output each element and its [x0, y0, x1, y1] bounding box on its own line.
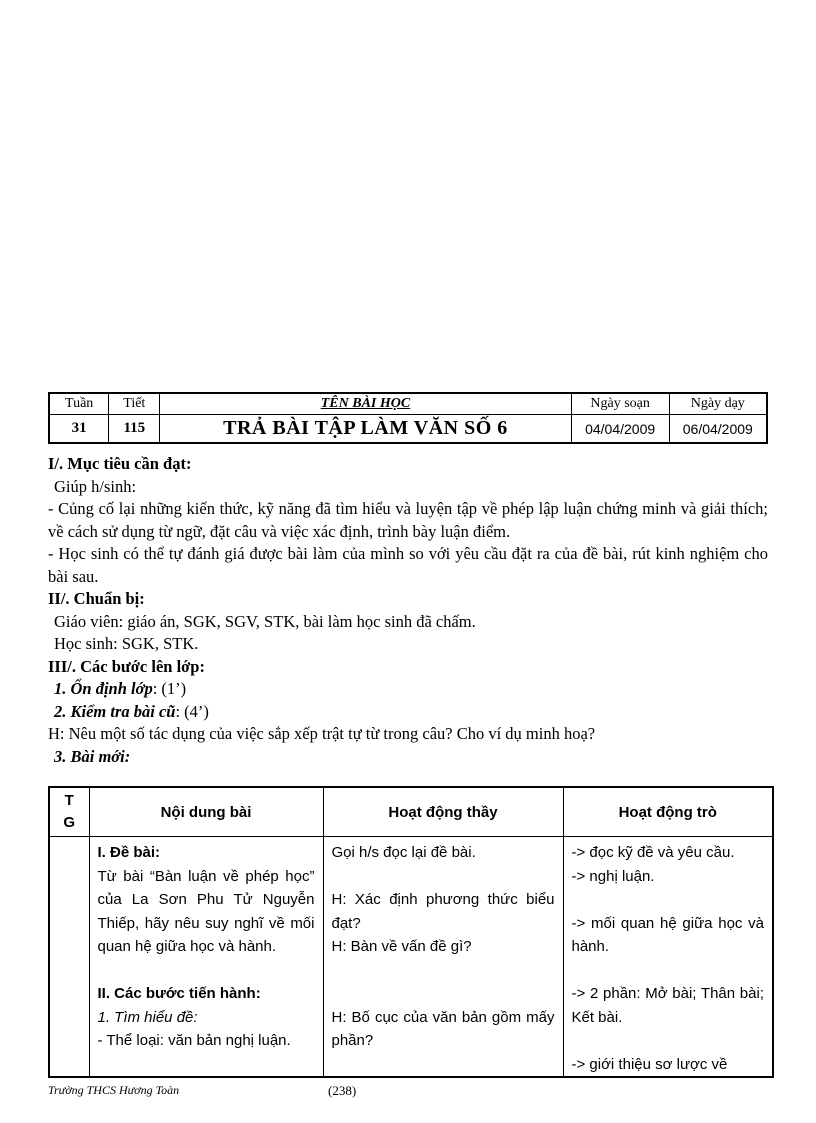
step-1-label: 1. Ổn định lớp: [54, 679, 153, 698]
tg-cell: [49, 837, 89, 1078]
footer-school: Trường THCS Hương Toàn: [48, 1083, 180, 1097]
lesson-title: TRẢ BÀI TẬP LÀM VĂN SỐ 6: [160, 415, 571, 444]
prepared-date-label: Ngày soạn: [571, 393, 669, 415]
taught-date: 06/04/2009: [669, 415, 767, 444]
teacher-cell: [323, 837, 563, 1078]
objectives-intro: Giúp h/sinh:: [54, 476, 137, 496]
student-activity-4: -> 2 phần: Mở bài; Thân bài; Kết bài.: [571, 985, 764, 1026]
step-2-time: : (4’): [175, 701, 209, 721]
objective-1: - Củng cố lại những kiến thức, kỹ năng đã tìm hiểu và luyện tập về phép lập luận chứng minh và giải thích; về cách sử dụng từ ngữ, đặt câu và việc xác định, trình bày luận điểm.: [48, 499, 768, 541]
content-topic: Từ bài “Bàn luận về phép học” của La Sơn Phu Tử Nguyễn Thiếp, hãy nêu suy nghĩ về mối quan hệ giữa học và hành.: [97, 867, 315, 955]
week-value: 31: [49, 415, 109, 444]
content-heading-1: I. Đề bài:: [97, 844, 161, 861]
step-2: [48, 701, 768, 724]
teacher-activity-1: Gọi h/s đọc lại đề bài.: [331, 844, 476, 861]
col-tg-2: G: [63, 814, 76, 831]
step-3: 3. Bài mới:: [54, 746, 131, 766]
taught-date-label: Ngày dạy: [669, 393, 767, 415]
content-genre: - Thể loại: văn bản nghị luận.: [97, 1032, 291, 1049]
period-value: 115: [109, 415, 160, 444]
preparation-student: Học sinh: SGK, STK.: [54, 634, 199, 653]
step-2-label: 2. Kiểm tra bài cũ: [54, 701, 176, 721]
lesson-body: [48, 453, 768, 768]
review-question: H: Nêu một số tác dụng của việc sắp xếp trật tự từ trong câu? Cho ví dụ minh hoạ?: [48, 724, 596, 743]
lesson-activity-table: [48, 786, 774, 1078]
col-tg: [49, 787, 89, 837]
step-1: [48, 678, 768, 701]
student-activity-1: -> đọc kỹ đề và yêu cầu.: [571, 844, 735, 861]
section-preparation-title: II/. Chuẩn bị:: [48, 589, 145, 608]
student-cell: [563, 837, 773, 1078]
lesson-header-table: [48, 392, 768, 444]
objective-2: - Học sinh có thể tự đánh giá được bài làm của mình so với yêu cầu đặt ra của đề bài, rút kinh nghiệm cho bài sau.: [48, 544, 768, 586]
teacher-activity-2: H: Xác định phương thức biểu đạt?: [331, 891, 555, 932]
prepared-date: 04/04/2009: [571, 415, 669, 444]
week-label: Tuần: [49, 393, 109, 415]
student-activity-3: -> mối quan hệ giữa học và hành.: [571, 914, 764, 955]
student-activity-5: -> giới thiệu sơ lược về: [571, 1055, 728, 1073]
lesson-title-label: TÊN BÀI HỌC: [160, 393, 571, 415]
preparation-teacher: Giáo viên: giáo án, SGK, SGV, STK, bài làm học sinh đã chấm.: [54, 611, 476, 631]
col-tg-1: T: [64, 792, 74, 809]
teacher-activity-3: H: Bàn về vấn đề gì?: [331, 938, 472, 955]
step-1-time: : (1’): [152, 679, 187, 698]
teacher-activity-4: H: Bố cục của văn bản gồm mấy phần?: [331, 1008, 555, 1049]
col-student: Hoạt động trò: [563, 787, 773, 837]
period-label: Tiết: [109, 393, 160, 415]
content-subheading: 1. Tìm hiểu đề:: [97, 1008, 198, 1026]
col-teacher: Hoạt động thầy: [323, 787, 563, 837]
section-steps-title: III/. Các bước lên lớp:: [48, 656, 205, 676]
content-cell: [89, 837, 323, 1078]
col-content: Nội dung bài: [89, 787, 323, 837]
section-objectives-title: I/. Mục tiêu cần đạt:: [48, 454, 192, 473]
page-number: (238): [328, 1083, 357, 1098]
student-activity-2: -> nghị luận.: [571, 867, 655, 885]
content-heading-2: II. Các bước tiến hành:: [97, 985, 261, 1002]
